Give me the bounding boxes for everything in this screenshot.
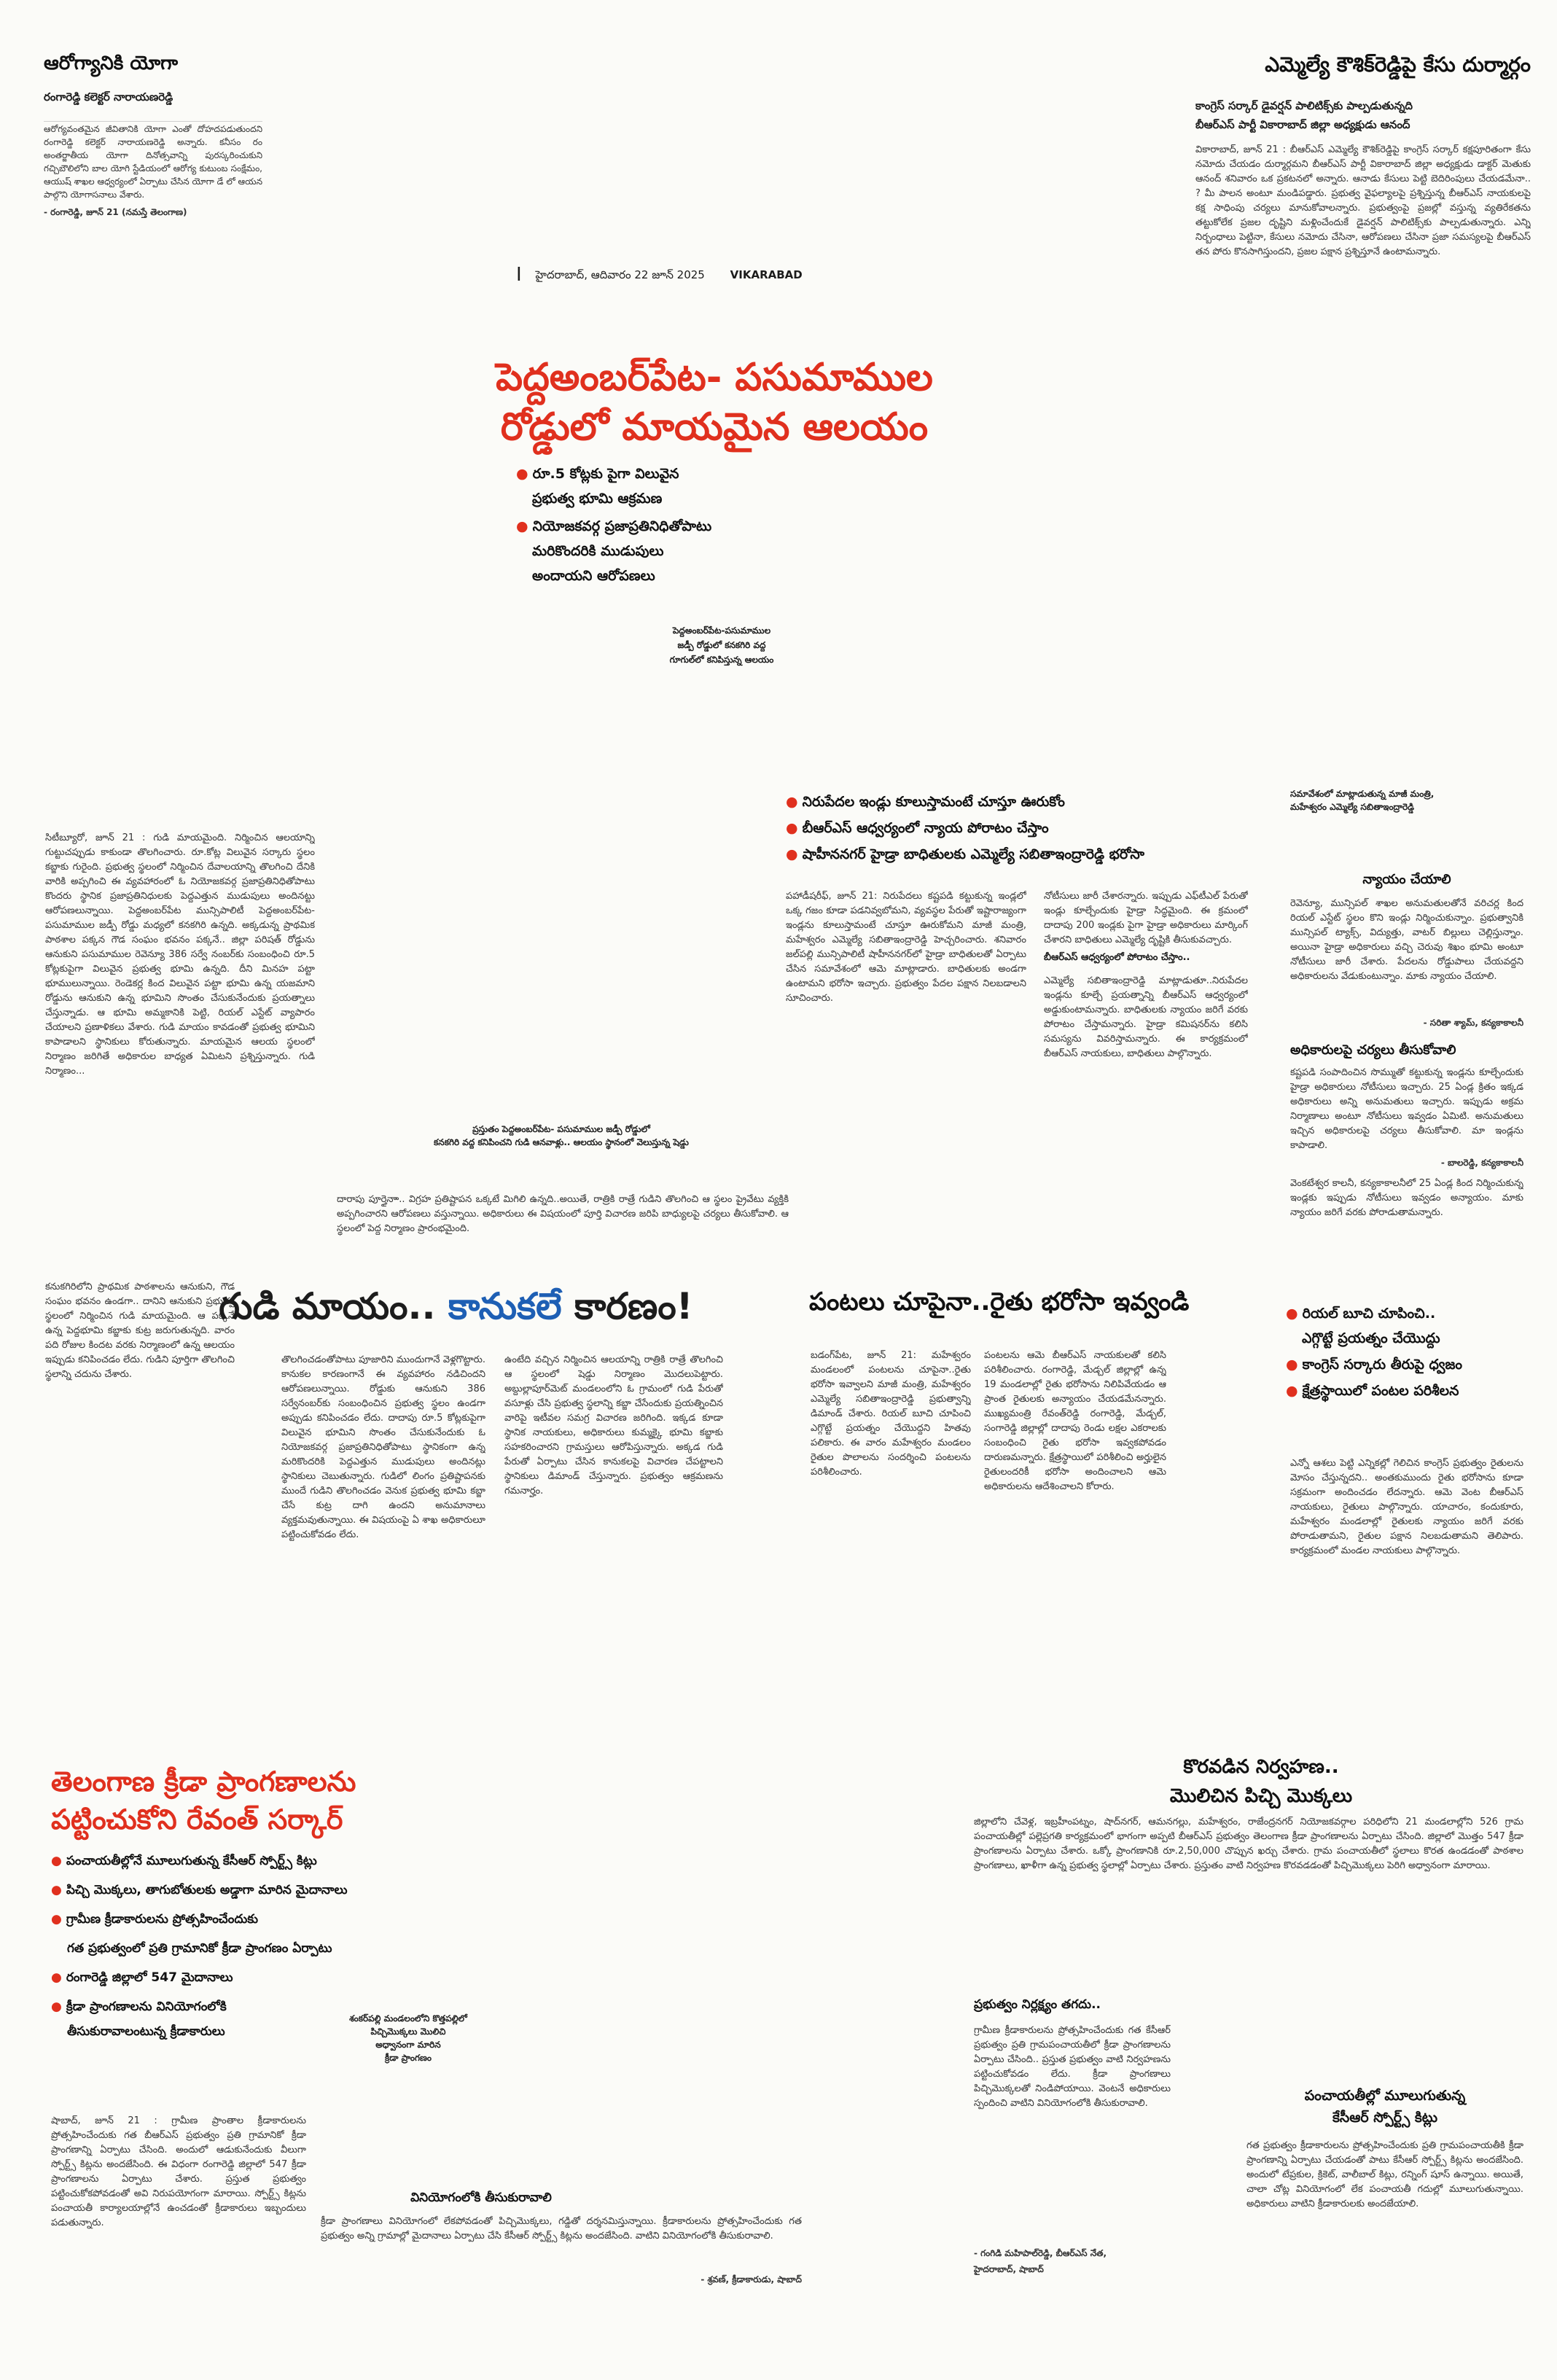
neglect-subhead-1-body: గ్రామీణ క్రీడాకారులను ప్రోత్సహించేందుకు గత కేసీఆర్ ప్రభుత్వం ప్రతి గ్రామపంచాయతీలో క్రీడా ప్రాంగణాలను ఏర్పాటు చేసింది.. ప్రస్తుత ప్రభుత్వం వాటి నిర్వహణను పట్టించుకోవడం లేదు. క్రీడా ప్రాంగణాలు పిచ్చిమొక్కలతో నిండిపోయాయి. వెంటనే అధికారులు స్పందించి వాటిని వినియోగంలోకి తీసుకురావాలి. <box>974 2025 1171 2109</box>
sports-bullet-2 <box>51 1881 372 1900</box>
sports-headline <box>51 1763 488 1838</box>
hydra-body-right: నోటీసులు జారీ చేశారన్నారు. ఇప్పుడు ఎఫ్‌టీఎల్ పేరుతో ఇండ్లు కూల్చేందుకు హైడ్రా సిద్ధమైంది. ఈ క్రమంలో దాదాపు 200 ఇండ్లకు పైగా హైడ్రా అధికారులు మార్కింగ్ చేశారని బాధితులు ఎమ్మెల్యే దృష్టికి తీసుకువచ్చారు. <box>1044 891 1248 945</box>
sports-body: షాబాద్, జూన్ 21 : గ్రామీణ ప్రాంతాల క్రీడాకారులను ప్రోత్సహించేందుకు గత బీఆర్‌ఎస్ ప్రభుత్వం ప్రతి గ్రామానికో క్రీడా ప్రాంగణాన్ని ఏర్పాటు చేసింది. అందులో ఆడుకునేందుకు వీలుగా స్పోర్ట్స్ కిట్లను అందజేసింది. ఈ విధంగా రంగారెడ్డి జిల్లాలో 547 క్రీడా ప్రాంగణాలను ఏర్పాటు చేశారు. ప్రస్తుత ప్రభుత్వం పట్టించుకోకపోవడంతో అవి నిరుపయోగంగా మారాయి. స్పోర్ట్స్ కిట్లను పంచాయతీ కార్యాలయాల్లోనే ఉంచడంతో క్రీడాకారులు ఇబ్బందులు పడుతున్నారు. <box>51 2115 306 2228</box>
kaushik-subhead-2: బీఆర్‌ఎస్ పార్టీ వికారాబాద్ జిల్లా అధ్యక్షుడు ఆనంద్ <box>1195 118 1410 131</box>
farmers-body-far: ఎన్నో ఆశలు పెట్టి ఎన్నికల్లో గెలిచిన కాంగ్రెస్ ప్రభుత్వం రైతులను మోసం చేస్తున్నదని.. అంతకుముందు రైతు భరోసాను కూడా సక్రమంగా అందించడం లేదన్నారు. ఆమె వెంట బీఆర్‌ఎస్ నాయకులు, రైతులు పాల్గొన్నారు. యాచారం, కందుకూరు, మహేశ్వరం మండలాల్లో రైతులకు న్యాయం జరిగే వరకు పోరాడుతామని, రైతుల పక్షాన నిలబడుతామని తెలిపారు. కార్యక్రమంలో మండల నాయకులు పాల్గొన్నారు. <box>1290 1458 1523 1556</box>
lead-big-headline <box>219 1283 744 1330</box>
bullet-icon: ● <box>51 1883 62 1897</box>
caption-line: సమావేశంలో మాట్లాడుతున్న మాజీ మంత్రి, <box>1290 789 1435 799</box>
sports-bullet-5 <box>51 1997 372 2016</box>
nyayam-credit: - సరితా శ్యామ్, కన్యకాకాలనీ <box>1423 1018 1523 1028</box>
neglect-headline <box>1093 1752 1429 1811</box>
kaushik-subhead-1: కాంగ్రెస్ సర్కార్ డైవర్షన్ పాలిటిక్స్‌కు పాల్పడుతున్నది <box>1195 99 1413 112</box>
big-headline-part-2: కానుకలే <box>448 1285 562 1327</box>
bullet-icon: ● <box>51 1970 62 1985</box>
lead-headline <box>437 353 991 452</box>
neglect-subhead-2-line-2: కేసీఆర్ స్పోర్ట్స్ కిట్లు <box>1332 2110 1438 2126</box>
kaushik-subheads <box>1195 96 1531 134</box>
sports-bullet-5-cont: తీసుకురావాలంటున్న క్రీడాకారులు <box>67 2024 225 2039</box>
sports-bullet-4 <box>51 1968 372 1987</box>
neglect-body: జిల్లాలోని చేవెళ్ల, ఇబ్రహీంపట్నం, షాద్‌నగర్, ఆమనగల్లు, మహేశ్వరం, రాజేంద్రనగర్ నియోజకవర్గాల పరిధిలోని 21 మండలాల్లోని 526 గ్రామ పంచాయతీల్లో పల్లెప్రగతి కార్యక్రమంలో భాగంగా అప్పటి బీఆర్‌ఎస్ ప్రభుత్వం తెలంగాణ క్రీడా ప్రాంగణాలను ఏర్పాటు చేసింది. జిల్లాలో మొత్తం 547 క్రీడా ప్రాంగణాలను ఏర్పాటు చేశారు. ఒక్కో ప్రాంగణానికి రూ.2,50,000 చొప్పున ఖర్చు చేశారు. గ్రామ పంచాయతీలో స్థలాలు కొరత ఉండడంతో పాఠశాల ప్రాంగణాలు, ఖాళీగా ఉన్న ప్రభుత్వ స్థలాల్లో ఏర్పాటు చేశారు. ప్రస్తుతం వాటి నిర్వహణ కొరవడడంతో పిచ్చిమొక్కలు పెరిగి అధ్వానంగా మారాయి. <box>974 1817 1523 1871</box>
caption-line: జడ్పీ రోడ్డులో కనకగిరి వద్ద <box>677 640 766 650</box>
lead-col-c: ఉంటేది వచ్చిన నిర్మించిన ఆలయాన్ని రాత్రికి రాత్రే తొలగించి ఆ స్థలంలో షెడ్డు నిర్మాణం మొదలుపెట్టారు. అబ్దుల్లాపూర్‌మెట్ మండలంలోని ఓ గ్రామంలో గుడి పేరుతో వసూళ్లు చేసి ప్రభుత్వ స్థలాన్ని కబ్జా చేసేందుకు ప్రయత్నించిన వారిపై ఇటీవల సమగ్ర విచారణ జరిగింది. ఇక్కడ కూడా స్థానిక నాయకులు, అధికారులు కుమ్మక్కై భూమి కబ్జాకు సహకరించారని గ్రామస్తులు ఆరోపిస్తున్నారు. అక్కడ గుడి పేరుతో ఏర్పాటు చేసిన కానుకలపై విచారణ చేపట్టాలని స్థానికులు డిమాండ్ చేస్తున్నారు. ప్రభుత్వం ఆక్రమణను గమనార్హం. <box>504 1354 723 1497</box>
hydra-bullet-2-text: బీఆర్‌ఎస్ ఆధ్వర్యంలో న్యాయ పోరాటం చేస్తాం <box>802 820 1049 836</box>
lead-headline-1: పెద్దఅంబర్‌పేట- పసుమాముల <box>496 356 933 399</box>
yoga-body: ఆరోగ్యవంతమైన జీవితానికి యోగా ఎంతో దోహదపడుతుందని రంగారెడ్డి కలెక్టర్ నారాయణరెడ్డి అన్నారు. కనీసం రం అంతర్జాతీయ యోగా దినోత్సవాన్ని పురస్కరించుకుని గచ్చిబౌలిలోని బాల యోగి స్టేడియంలో ఆరోగ్య కుటుంబ సంక్షేమం, ఆయుష్ శాఖల ఆధ్వర్యంలో ఏర్పాటు చేసిన యోగా డే లో ఆయన పాల్గొని యోగాసనాలు వేశారు. <box>44 124 262 200</box>
lead-col-a: కనుకగిరిలోని ప్రాథమిక పాఠశాలను ఆనుకుని, గౌడ సంఘం భవనం ఉండగా.. దానిని ఆనుకుని ప్రభుత్వ స్థలంలో నిర్మించిన గుడి మాయమైంది. ఆ పక్కనే ఉన్న పెద్దభూమి కబ్జాకు కుట్ర జరుగుతున్నది. వారం పది రోజుల కిందట వరకు నిర్మాణంలో ఉన్న ఆలయం ఇప్పుడు కనిపించడం లేదు. గుడిని పూర్తిగా తొలగించి స్థలాన్ని చదును చేశారు. <box>45 1281 235 1380</box>
sports-bullet-3-cont: గత ప్రభుత్వంలో ప్రతి గ్రామానికో క్రీడా ప్రాంగణం ఏర్పాటు <box>67 1941 332 1956</box>
bullet-icon: ● <box>51 1854 62 1868</box>
dateline-edition: VIKARABAD <box>730 268 803 281</box>
neglect-subhead-2-line-1: పంచాయతీల్లో మూలుగుతున్న <box>1304 2088 1466 2104</box>
bullet-icon: ● <box>516 466 528 482</box>
lead-bullet-1-cont: ప్రభుత్వ భూమి ఆక్రమణ <box>532 491 663 507</box>
adhikarulu-headline: అధికారులపై చర్యలు తీసుకోవాలి <box>1290 1042 1456 1058</box>
sports-bullet-5-text: క్రీడా ప్రాంగణాలను వినియోగంలోకి <box>66 1999 227 2014</box>
lead-bullet-2-cont-2: అందాయని ఆరోపణలు <box>532 568 655 584</box>
adhikarulu-credit: - బాలరెడ్డి, కన్యకాకాలనీ <box>1440 1158 1523 1168</box>
hydra-subhead: బీఆర్‌ఎస్ ఆధ్వర్యంలో పోరాటం చేస్తాం.. <box>1044 952 1190 963</box>
hydra-bullet-3 <box>786 844 1223 865</box>
bullet-icon: ● <box>1286 1306 1298 1322</box>
hydra-bullet-1-text: నిరుపేదల ఇండ్లు కూలుస్తామంటే చూస్తూ ఊరుకోం <box>802 794 1065 810</box>
farmers-bullet-2 <box>1286 1354 1526 1375</box>
caption-line: క్రీడా ప్రాంగణం <box>385 2053 432 2063</box>
dateline-date: హైదరాబాద్, ఆదివారం 22 జూన్ 2025 <box>535 268 705 281</box>
farmers-headline: పంటలు చూపైనా..రైతు భరోసా ఇవ్వండి <box>809 1287 1190 1316</box>
sports-subhead-2: వినియోగంలోకి తీసుకురావాలి <box>410 2190 552 2205</box>
bullet-icon: ● <box>516 518 528 534</box>
caption-line: ప్రస్తుతం పెద్దఅంబర్‌పేట- పసుమాముల జడ్పీ రోడ్డులో <box>472 1124 650 1134</box>
caption-line: పెద్దఅంబర్‌పేట-పసుమాముల <box>672 625 771 636</box>
bullet-icon: ● <box>51 1912 62 1927</box>
hydra-body-right-2: ఎమ్మెల్యే సబితాఇంద్రారెడ్డి మాట్లాడుతూ..నిరుపేదల ఇండ్లను కూల్చే ప్రయత్నాన్ని బీఆర్‌ఎస్ ఆధ్వర్యంలో అడ్డుకుంటామన్నారు. బాధితులకు న్యాయం జరిగే వరకు పోరాటం చేస్తామన్నారు. హైడ్రా కమిషనర్‌ను కలిసి సమస్యను వివరిస్తామన్నారు. ఈ కార్యక్రమంలో బీఆర్‌ఎస్ నాయకులు, బాధితులు పాల్గొన్నారు. <box>1044 975 1248 1059</box>
kaushik-body: వికారాబాద్, జూన్ 21 : బీఆర్‌ఎస్ ఎమ్మెల్యే కౌశిక్‌రెడ్డిపై కాంగ్రెస్ సర్కార్ కక్షపూరితంగా కేసు నమోదు చేయడం దుర్మార్గమని బీఆర్‌ఎస్ పార్టీ వికారాబాద్ జిల్లా అధ్యక్షుడు డాక్టర్ మెతుకు ఆనంద్ శనివారం ఒక ప్రకటనలో అన్నారు. ఆనాడు కేసులు పెట్టి బెదిరింపులు చేయడమేనా.. ? మీ పాలన అంటూ మండిపడ్డారు. ప్రభుత్వ వైఫల్యాలపై ప్రశ్నిస్తున్న బీఆర్‌ఎస్ నాయకులపై కక్ష సాధింపు చర్యలు మానుకోవాలన్నారు. ప్రభుత్వంపై ప్రజల్లో వస్తున్న వ్యతిరేకతను తట్టుకోలేక ప్రజల దృష్టిని మళ్లించేందుకే డైవర్షన్ పాలిటిక్స్‌కు పాల్పడుతున్నారు. ఎన్ని నిర్బంధాలు పెట్టినా, కేసులు నమోదు చేసినా, ఆరోపణలు చేసినా ప్రజా సమస్యలపై బీఆర్‌ఎస్ తన పోరు కొనసాగిస్తుందని, ప్రజల పక్షాన ప్రశ్నిస్తూనే ఉంటామన్నారు. <box>1195 144 1531 257</box>
sports-bullets <box>51 1852 372 2041</box>
neglect-headline-2: మొలిచిన పిచ్చి మొక్కలు <box>1169 1785 1353 1807</box>
big-headline-part-3: కారణం! <box>574 1285 693 1327</box>
lead-mid-body: దారాపు పూర్తైనాా.. విగ్రహ ప్రతిష్టాపన ఒక్కటే మిగిలి ఉన్నది..అయితే, రాత్రికి రాత్రే గుడిని తొలగించి ఆ స్థలం ప్రైవేటు వ్యక్తికి అప్పగించారని ఆరోపణలు వస్తున్నాయి. అధికారులు ఈ విషయంలో పూర్తి విచారణ జరిపి బాధ్యులపై చర్యలు తీసుకోవాలి. ఆ స్థలంలో పెద్ద నిర్మాణం ప్రారంభమైంది. <box>337 1194 789 1234</box>
lead-body-left: సిటీబ్యూరో, జూన్ 21 : గుడి మాయమైంది. నిర్మించిన ఆలయాన్ని గుట్టుచప్పుడు కాకుండా తొలగించారు. రూ.కోట్ల విలువైన సర్కారు స్థలం కబ్జాకు గురైంది. ప్రభుత్వ స్థలంలో నిర్మించిన దేవాలయాన్ని తొలగించి దేనికి వారికి అప్పగించి ఈ వ్యవహారంలో ఓ నియోజకవర్గ ప్రజాప్రతినిధితోపాటు కొందరు స్థానిక ప్రజాప్రతినిధులకు పెద్దఎత్తున ముడుపులు అందినట్టు ఆరోపణలున్నాయి. పెద్దఅంబర్‌పేట మున్సిపాలిటీ పెద్దఅంబర్‌పేట-పసుమాముల జడ్పీ రోడ్డు మధ్యలో కనకగిరి ఉన్నది. అక్కడున్న ప్రాథమిక పాఠశాల పక్కన గౌడ సంఘం భవనం పక్కనే.. జిల్లా పరిషత్ రోడ్డును ఆనుకుని పసుమాముల రెవెన్యూ 386 సర్వే నంబర్‌కు సంబంధించి రూ.5 కోట్లకుపైగా విలువైన ప్రభుత్వ భూమి ఉన్నది. దీని మినహ పట్టా భూములున్నాయి. రెండెకర్ల కింద విలువైన పట్టా భూమి ఉన్న యజమాని రోడ్డును ఆనుకుని ఉన్న భూమిని సొంతం చేసుకునేందుకు ప్రయత్నాలు చేస్తున్నాడు. ఆ భూమి అమ్మకానికి పెట్టి, రియల్ ఎస్టేట్ వ్యాపారం చేయాలని ప్రణాళికలు వేశారు. గుడి మాయం కావడంతో ప్రభుత్వ భూమిని కాపాడాలని స్థానికులు కోరుతున్నారు. మాయమైన ఆలయ స్థలంలో నిర్మాణం జరిగితే అధికారుల బాధ్యత ఏమిటని ప్రశ్నిస్తున్నారు. గుడి నిర్మాణం... <box>45 832 315 1077</box>
neglect-subhead-2-body: గత ప్రభుత్వం క్రీడాకారులను ప్రోత్సహించేందుకు ప్రతి గ్రామపంచాయతీకి క్రీడా ప్రాంగణాన్ని ఏర్పాటు చేయడంతో పాటు కేసీఆర్ స్పోర్ట్స్ కిట్లను అందజేసింది. అందులో టేప్రకుల, క్రికెట్, వాలీబాల్ కిట్లు, రన్నింగ్ షూస్ ఉన్నాయి. అయితే, చాలా చోట్ల వినియోగంలో లేక పంచాయతీ గదుల్లో మూలుగుతున్నాయి. అధికారులు వాటిని క్రీడాకారులకు అందజేయాలి. <box>1246 2140 1523 2209</box>
farmers-bullet-1-text: రియల్ బూచి చూపించి.. <box>1302 1306 1436 1322</box>
bullet-icon: ● <box>51 1999 62 2014</box>
lead-bullet-1-text: రూ.5 కోట్లకు పైగా విలువైన <box>532 466 679 482</box>
neglect-subhead-2 <box>1246 2085 1523 2129</box>
neglect-headline-1: కొరవడిన నిర్వహణ.. <box>1183 1756 1339 1778</box>
sabitha-photo-caption <box>1290 787 1523 814</box>
farmers-bullet-3 <box>1286 1381 1526 1401</box>
lead-bullet-2-text: నియోజకవర్గ ప్రజాప్రతినిధితోపాటు <box>532 518 712 534</box>
sports-bullet-1-text: పంచాయతీల్లోనే మూలుగుతున్న కేసీఆర్ స్పోర్ట్స్ కిట్లు <box>66 1854 317 1868</box>
neglect-credit-2: హైదరాబాద్, షాబాద్ <box>974 2264 1044 2274</box>
hydra-bullet-1 <box>786 792 1223 812</box>
caption-line: కనకగిరి వద్ద కనిపించని గుడి ఆనవాళ్లు.. ఆలయం స్థానంలో వెలుస్తున్న షెడ్డు <box>434 1137 689 1147</box>
bullet-icon: ● <box>1286 1357 1298 1373</box>
caption-line: గూగుల్‌లో కనిపిస్తున్న ఆలయం <box>669 655 774 665</box>
nyayam-headline: న్యాయం చేయాలి <box>1362 872 1451 887</box>
bullet-icon: ● <box>786 820 798 836</box>
sports-bullet-2-text: పిచ్చి మొక్కలు, తాగుబోతులకు అడ్డాగా మారిన మైదానాలు <box>66 1883 348 1897</box>
kaushik-headline <box>1195 52 1531 82</box>
divider <box>44 121 262 122</box>
bullet-icon: ● <box>786 846 798 862</box>
sports-subhead-2-credit: - శ్రవణ్, క్రీడాకారుడు, షాబాద్ <box>701 2274 802 2285</box>
caption-line: మహేశ్వరం ఎమ్మెల్యే సబితాఇంద్రారెడ్డి <box>1290 802 1415 812</box>
hydra-bullet-3-text: షాహీననగర్ హైడ్రా బాధితులకు ఎమ్మెల్యే సబితాఇంద్రారెడ్డి భరోసా <box>802 846 1145 862</box>
sports-bullet-3 <box>51 1910 372 1929</box>
dateline <box>516 264 953 286</box>
neglect-subhead-1: ప్రభుత్వం నిర్లక్ష్యం తగదు.. <box>974 1997 1101 2012</box>
farmers-bullet-1 <box>1286 1303 1526 1324</box>
kaushik-headline-text: ఎమ్మెల్యే కౌశిక్‌రెడ్డిపై కేసు దుర్మార్గం <box>1265 52 1531 77</box>
lead-bullet-2 <box>516 516 924 537</box>
sports-subhead-2-body: క్రీడా ప్రాంగణాలు వినియోగంలో లేకపోవడంతో పిచ్చిమొక్కలు, గడ్డితో దర్శనమిస్తున్నాయి. క్రీడాకారులను ప్రోత్సహించేందుకు గత ప్రభుత్వం అన్ని గ్రామాల్లో మైదానాలు ఏర్పాటు చేసి కేసీఆర్ స్పోర్ట్స్ కిట్లను అందజేసింది. వాటిని వినియోగంలోకి తీసుకురావాలి. <box>321 2216 802 2242</box>
nyayam-body: రెవెన్యూ, మున్సిపల్ శాఖల అనుమతులతోనే వరిచర్ల కింద రియల్ ఎస్టేట్ స్థలం కొని ఇండ్లు నిర్మించుకున్నాం. ప్రభుత్వానికి మున్సిపల్ ట్యాక్స్, విద్యుత్తు, వాటర్ బిల్లులు చెల్లిస్తున్నాం. అయినా హైడ్రా అధికారులు వచ్చి చెరువు శిఖం భూమి అంటూ నోటీసులు జారీ చేశారు. పేదలను రోడ్డుపాలు చేయవద్దని అధికారులను వేడుకుంటున్నాం. మాకు న్యాయం చేయాలి. <box>1290 898 1523 982</box>
neglect-credit: - గంగిడి మహిపాల్‌రెడ్డి, బీఆర్‌ఎస్ నేత, <box>974 2248 1107 2258</box>
hydra-body-left: పహాడీషరీఫ్, జూన్ 21: నిరుపేదలు కష్టపడి కట్టుకున్న ఇండ్లలో ఒక్క గజం కూడా పడనివ్వబోమని, వ్యవస్థల పేరుతో ఇష్టారాజ్యంగా ఇండ్లను కూలుస్తామంటే చూస్తూ ఊరుకోమని మాజీ మంత్రి, మహేశ్వరం ఎమ్మెల్యే సబితాఇంద్రారెడ్డి హెచ్చరించారు. శనివారం జల్‌పల్లి మున్సిపాలిటీ షాహీననగర్‌లో హైడ్రా బాధితులతో ఏర్పాటు చేసిన సమావేశంలో ఆమె మాట్లాడారు. బాధితులకు అండగా ఉంటామని భరోసా ఇచ్చారు. ప్రభుత్వం పేదల పక్షాన నిలబడాలని సూచించారు. <box>786 891 1026 1004</box>
lead-bullet-1 <box>516 464 924 484</box>
yoga-headline: ఆరోగ్యానికి యోగా <box>44 52 179 74</box>
farmers-bullets <box>1286 1303 1526 1401</box>
farmers-body-right: పంటలను ఆమె బీఆర్‌ఎస్ నాయకులతో కలిసి పరిశీలించారు. రంగారెడ్డి, మేడ్చల్ జిల్లాల్లో ఉన్న 19 మండలాల్లో రైతు భరోసాను నిలిపివేయడం ఆ ప్రాంత రైతులకు అన్యాయం చేయడమేనన్నారు. ముఖ్యమంత్రి రేవంత్‌రెడ్డి రంగారెడ్డి, మేడ్చల్, సంగారెడ్డి జిల్లాల్లో దాదాపు రెండు లక్షల ఎకరాలకు సంబంధించి రైతు భరోసా ఇవ్వకపోవడం దారుణమన్నారు. క్షేత్రస్థాయిలో పరిశీలించి అర్హులైన రైతులందరికీ భరోసా అందించాలని ఆమె అధికారులను ఆదేశించాలని కోరారు. <box>984 1350 1166 1492</box>
lead-headline-2: రోడ్డులో మాయమైన ఆలయం <box>500 405 929 449</box>
sports-bullet-3-text: గ్రామీణ క్రీడాకారులను ప్రోత్సహించేందుకు <box>66 1912 258 1927</box>
big-headline-part-1: గుడి మాయం.. <box>219 1285 436 1327</box>
adhikarulu-body: కష్టపడి సంపాదించిన సొమ్ముతో కట్టుకున్న ఇండ్లను కూల్చేందుకు హైడ్రా అధికారులు నోటీసులు ఇచ్చారు. 25 ఏండ్ల క్రితం ఇక్కడ అధికారులు అన్ని అనుమతులు ఇచ్చారు. ఇప్పుడు అక్రమ నిర్మాణాలు అంటూ నోటీసులు ఇవ్వడం ఏమిటి. అనుమతులు ఇచ్చిన అధికారులపై చర్యలు తీసుకోవాలి. మా ఇండ్లను కాపాడాలి. <box>1290 1067 1523 1151</box>
farmers-bullet-1-cont: ఎగ్గొట్టే ప్రయత్నం చేయొద్దు <box>1302 1330 1440 1346</box>
sports-bullet-1 <box>51 1852 372 1870</box>
dateline-marker: I <box>516 264 522 286</box>
hydra-bullet-2 <box>786 818 1223 838</box>
bullet-icon: ● <box>1286 1383 1298 1399</box>
caption-line: అధ్వానంగా మారిన <box>375 2040 441 2050</box>
lead-col-b: తొలగించడంతోపాటు పూజారిని ముందుగానే వెళ్లగొట్టారు. కానుకల కారణంగానే ఈ వ్యవహారం నడిచిందని ఆరోపణలున్నాయి. రోడ్డుకు ఆనుకుని 386 సర్వేనంబర్‌కు సంబంధించిన ప్రభుత్వ స్థలం ఉండగా అప్పుడు కనిపించడం లేదు. దాదాపు రూ.5 కోట్లకుపైగా విలువైన భూమిని సొంతం చేసుకునేందుకు ఓ నియోజకవర్గ ప్రజాప్రతినిధితోపాటు స్థానికంగా ఉన్న మరికొందరికి పెద్దఎత్తున ముడుపులు అందినట్లు స్థానికులు చెబుతున్నారు. గుడిలో లింగం ప్రతిష్టాపనకు ముందే గుడిని తొలగించడం వెనుక ప్రభుత్వ భూమి కబ్జా చేసే కుట్ర దాగి ఉందని అనుమానాలు వ్యక్తమవుతున్నాయి. ఈ విషయంపై ఏ శాఖ అధికారులూ పట్టించుకోవడం లేదు. <box>281 1354 485 1540</box>
lead-mid-caption <box>335 1123 787 1149</box>
lead-bullet-2-cont: మరికొందరికి ముడుపులు <box>532 543 664 559</box>
sports-bullet-4-text: రంగారెడ్డి జిల్లాలో 547 మైదానాలు <box>66 1970 233 1985</box>
hydra-bullets <box>786 792 1223 865</box>
lead-bullets <box>516 464 924 586</box>
sports-headline-1: తెలంగాణ క్రీడా ప్రాంగణాలను <box>51 1766 356 1798</box>
bullet-icon: ● <box>786 794 798 810</box>
farmers-body-left: బడంగ్‌పేట, జూన్ 21: మహేశ్వరం మండలంలో పంటలను చూపైనా..రైతు భరోసా ఇవ్వాలని మాజీ మంత్రి, మహేశ్వరం ఎమ్మెల్యే సబితాఇంద్రారెడ్డి ప్రభుత్వాన్ని డిమాండ్ చేశారు. రియల్ బూచి చూపించి ఎగ్గొట్టే ప్రయత్నం చేయొద్దని హితవు పలికారు. ఈ వారం మహేశ్వరం మండలం రైతుల పొలాలను సందర్శించి పంటలను పరిశీలించారు. <box>811 1350 971 1478</box>
yoga-subhead: రంగారెడ్డి కలెక్టర్ నారాయణరెడ్డి <box>44 90 173 104</box>
farmers-bullet-3-text: క్షేత్రస్థాయిలో పంటల పరిశీలన <box>1302 1383 1459 1399</box>
adhikarulu-body-2: వెంకటేశ్వర కాలనీ, కన్యకాకాలనీలో 25 ఏండ్ల కింద నిర్మించుకున్న ఇండ్లకు ఇప్పుడు నోటీసులు ఇవ్వడం అన్యాయం. మాకు న్యాయం జరిగే వరకు పోరాడుతామన్నారు. <box>1290 1178 1523 1218</box>
caption-line: శంకర్‌పల్లి మండలంలోని కొత్తపల్లిలో పిచ్చిమొక్కలు మొలిచి <box>349 2013 467 2037</box>
lead-photo-caption <box>612 623 831 667</box>
yoga-credit: - రంగారెడ్డి, జూన్ 21 (నమస్తే తెలంగాణ) <box>44 207 187 217</box>
sports-headline-2: పట్టించుకోని రేవంత్ సర్కార్ <box>51 1803 343 1835</box>
yoga-article <box>44 52 262 219</box>
sports-photo-caption <box>335 2012 481 2064</box>
farmers-bullet-2-text: కాంగ్రెస్ సర్కారు తీరుపై ధ్వజం <box>1302 1357 1463 1373</box>
